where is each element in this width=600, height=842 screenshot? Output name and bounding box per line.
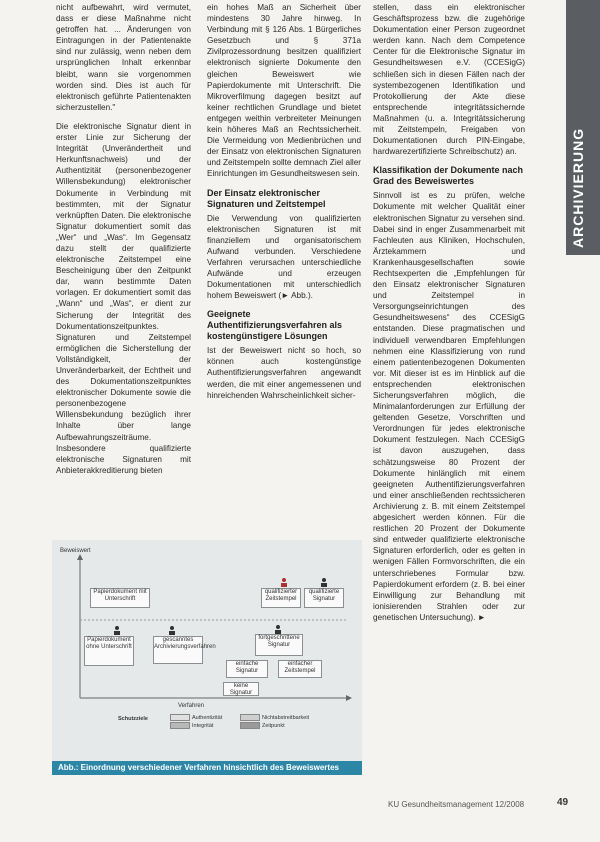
- person-icon: [168, 626, 176, 635]
- section-tab: [566, 0, 600, 255]
- paragraph: Ist der Beweiswert nicht so hoch, so können auch kostengünstige Authentifizierungsverfahren angewandt werden, die mit einer angemessenen und hinreichenden Wahrscheinlichkeit sicher-: [207, 346, 361, 400]
- legend-swatch: [170, 722, 190, 729]
- diagram-box: qualifizierte Signatur: [304, 588, 344, 608]
- person-icon: [320, 578, 328, 587]
- person-icon: [274, 625, 282, 634]
- legend-swatch: [170, 714, 190, 721]
- column-2: [207, 2, 361, 409]
- paragraph: Sinnvoll ist es zu prüfen, welche Dokumente mit welcher Qualität einer elektronischen Signatur zu versehen sind. Dabei sind in enger Zusammenarbeit mit Fachleuten aus Kliniken, Hochschulen, Ärztekammern und Krankenhausgesellschaften sowie Rechtsexperten die „Empfehlungen für den Einsatz elektronischer Signaturen und Zeitstempel in Versorgungseinrichtungen des Gesundheitswesens“ des CCESigG entstanden. Diese pragmatischen und individuell verwendbaren Empfehlungen nehmen eine Klassifizierung von rund einem patientenbezogenen Dokumenten vor. Mit dieser ist es im Hinblick auf die entsprechenden elektronischen Sicherungsverfahren möglich, die Minimalanforderungen zur Erfüllung der geltenden Gesetze, Vorschriften und Verordnungen für jedes elektronische Dokument festzulegen. Nach CCESigG ist davon auszugehen, dass schätzungsweise 80 Prozent der Dokumente hinlänglich mit einem geeigneten Authentifizierungsverfahren und einer anschließenden rechtssicheren Archivierung z. B. mit einem Zeitstempel abgesichert werden können. Für die restlichen 20 Prozent der Dokumente sind entweder qualifizierte elektronische Signaturen erforderlich, oder es gelten in wenigen Fällen Formvorschriften, die ein unterschriebenes Formular bzw. Papierdokument erfordern (z. B. bei einer Einwilligung zur Behandlung mit ionisierenden Strahlen oder zur genetischen Untersuchung). ►: [373, 191, 526, 622]
- diagram-area: [58, 548, 356, 740]
- diagram-box: Papierdokument mit Unterschrift: [90, 588, 150, 608]
- legend-swatch: [240, 722, 260, 729]
- y-axis-label: Beweiswert: [60, 548, 91, 554]
- figure-evidence-diagram: [52, 540, 362, 775]
- paragraph: ein hohes Maß an Sicherheit über mindestens 30 Jahre hinweg. In Verbindung mit § 126 Abs. 1 Bürgerliches Gesetzbuch und § 371a Zivilprozessordnung besitzen qualifiziert elektronisch signierte Dokumente den gleichen Beweiswert wie Papierdokumente mit Unterschrift. Die Mikroverfilmung dagegen besitzt auf keiner rechtlichen Grundlage und bietet entgegen weithin verbreiteter Meinungen kein höheres Maß an Rechtssicherheit. Die Vermeidung von Medienbrüchen und der Einsatz von elektronischen Signaturen und Zeitstempeln sollte demnach Ziel aller Einrichtungen im Gesundheitswesen sein.: [207, 3, 361, 179]
- diagram-box: qualifizierter Zeitstempel: [261, 588, 301, 608]
- page-number: 49: [557, 797, 569, 808]
- section-tab-label: ARCHIVIERUNG: [570, 127, 586, 248]
- diagram-box: fortgeschrittene Signatur: [255, 634, 303, 656]
- column-3: [373, 2, 525, 631]
- section-heading: Klassifikation der Dokumente nach Grad des Beweiswertes: [373, 165, 524, 187]
- paragraph: Die elektronische Signatur dient in erster Linie zur Sicherung der Integrität (Unverändertheit und Herkunftsnachweis) und der Authentizität (personenbezogener Willensbekundung) elektronischer Dokumente in Verbindung mit bestimmten, mit der Signatur verknüpften Daten. Die elektronische Signatur dokumentiert somit das „Wer“ und „Was“. Im Gegensatz dazu stellt der qualifizierte elektronische Zeitstempel eine Bescheinigung über den Zeitpunkt dar, wann bestimmte Daten vorlagen. Er dokumentiert somit das „Wann“ und „Was“, er dient zur Sicherung der Integrität des Dokumentationszeitpunktes. Signaturen und Zeitstempel ermöglichen die Sicherstellung der Vollständigkeit, der Unveränderbarkeit, der Echtheit und des Dokumentationszeitpunktes elektronischer Dokumente sowie die personenbezogene Willensbekundung bezüglich ihrer Inhalte über lange Aufbewahrungszeiträume. Insbesondere qualifizierte elektronische Signaturen mit Anbieterakkreditierung bieten: [56, 121, 191, 475]
- diagram-box: gescanntes Archivierungsverfahren: [153, 636, 203, 664]
- section-heading: Geeignete Authentifizierungsverfahren als kostengünstigere Lösungen: [207, 309, 343, 342]
- paragraph: nicht aufbewahrt, wird vermutet, dass er diese Maßnahme nicht getroffen hat. ... Änderungen von Eintragungen in der Patientenakte sind nur zulässig, wenn neben dem ursprünglichen Inhalt erkennbar bleibt, wann sie vorgenommen worden sind. Dies ist auch für elektronisch geführte Patientenakten sicherzustellen.": [56, 3, 191, 112]
- legend-item: Authentizität: [170, 714, 222, 721]
- diagram-box: einfache Signatur: [226, 660, 268, 678]
- diagram-box: Papierdokument ohne Unterschrift: [84, 636, 134, 666]
- journal-footer: KU Gesundheitsmanagement 12/2008: [388, 800, 525, 809]
- diagram-box: keine Signatur: [223, 682, 259, 696]
- diagram-box: einfacher Zeitstempel: [278, 660, 322, 678]
- section-heading: Der Einsatz elektronischer Signaturen und Zeitstempel: [207, 187, 326, 209]
- figure-caption: Abb.: Einordnung verschiedener Verfahren hinsichtlich des Beweiswertes: [52, 761, 362, 775]
- legend-item: Nichtabstreitbarkeit: [240, 714, 309, 721]
- legend-item: Zeitpunkt: [240, 722, 285, 729]
- x-axis-label: Verfahren: [178, 703, 205, 709]
- paragraph: stellen, dass ein elektronischer Geschäftsprozess bzw. die zugehörige Dokumentation einer Person zugeordnet werden kann. Nach dem Competence Center für die Elektronische Signatur im Gesundheitswesen e.V. (CCESigG) schließen sich in diesen Fällen nach der systembezogenen Identifikation und Protokollierung der Akte diese entsprechende integritätssichernde Maßnahmen (u. a. Integritätssicherung mit Zeitstempeln, Freigaben von Dokumentationen durch PIN-Eingabe, hardwarezertifizierte Schreibschutz) an.: [373, 3, 525, 157]
- legend-title: Schutzziele: [118, 716, 148, 722]
- paragraph: Die Verwendung von qualifizierten elektronischen Signaturen ist mit finanziellem und organisatorischem Aufwand verbunden. Verschiedene Verfahren verursachen unterschiedliche Aufwände und erzeugen Dokumentationen mit unterschiedlich hohem Beweiswert (► Abb.).: [207, 213, 361, 301]
- person-icon: [280, 578, 288, 587]
- person-icon: [113, 626, 121, 635]
- column-1: [56, 2, 191, 484]
- legend-swatch: [240, 714, 260, 721]
- legend-item: Integrität: [170, 722, 213, 729]
